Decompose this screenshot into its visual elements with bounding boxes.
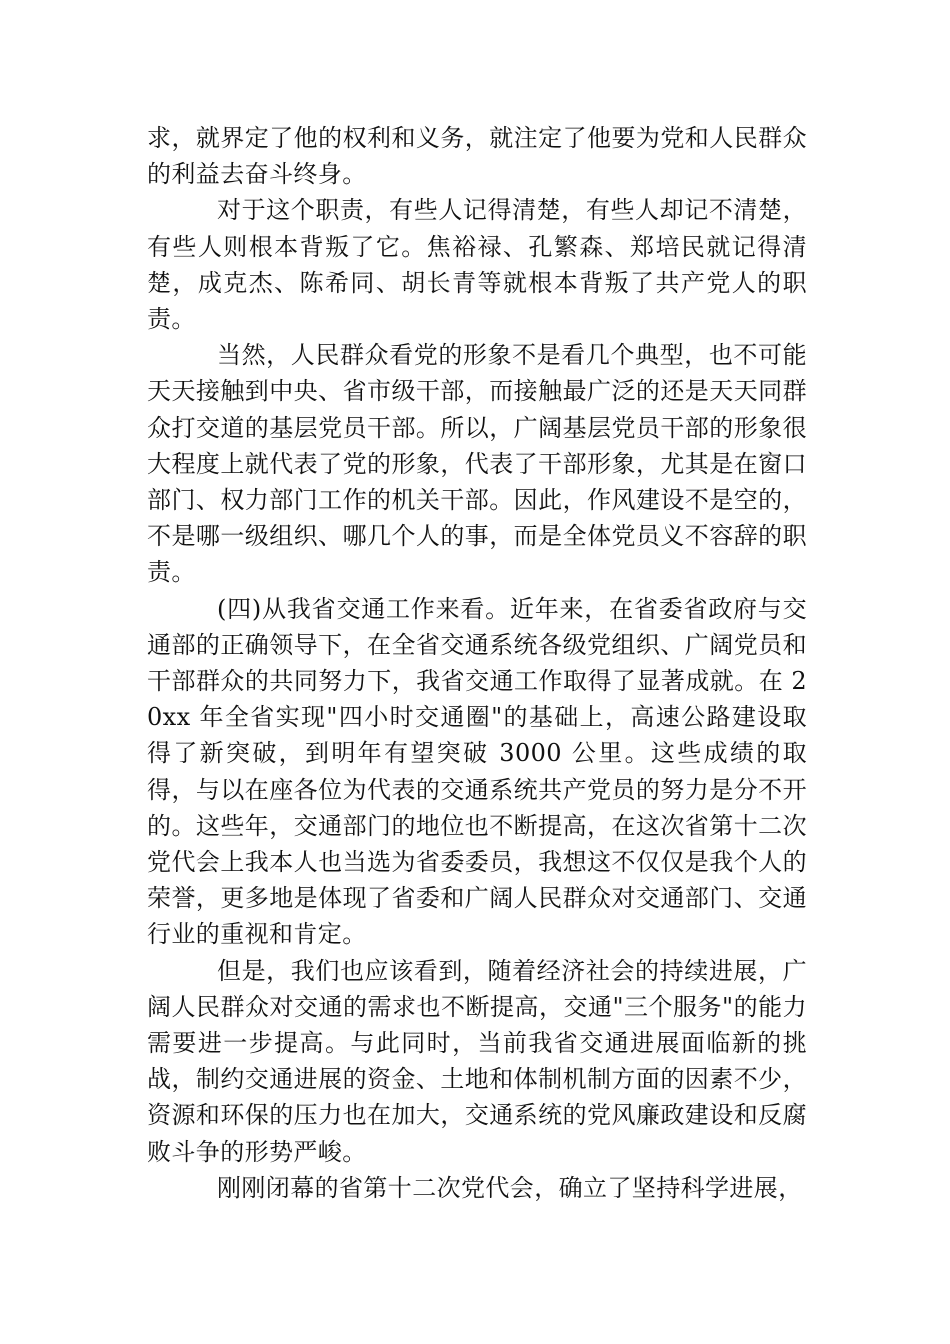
paragraph-responsibility: 对于这个职责，有些人记得清楚，有些人却记不清楚，有些人则根本背叛了它。焦裕禄、孔繁森、郑培民就记得清楚，成克杰、陈希同、胡长青等就根本背叛了共产党人的职责。 bbox=[147, 196, 807, 334]
paragraph-party-image: 当然，人民群众看党的形象不是看几个典型，也不可能天天接触到中央、省市级干部，而接触最广泛的还是天天同群众打交道的基层党员干部。所以，广阔基层党员干部的形象很大程度上就代表了党的形象，代表了干部形象，尤其是在窗口部门、权力部门工作的机关干部。因此，作风建设不是空的，不是哪一级组织、哪几个人的事，而是全体党员义不容辞的职责。 bbox=[147, 341, 807, 587]
paragraph-party-congress: 刚刚闭幕的省第十二次党代会，确立了坚持科学进展， bbox=[217, 1173, 803, 1202]
paragraph-challenges: 但是，我们也应该看到，随着经济社会的持续进展，广阔人民群众对交通的需求也不断提高，交通"三个服务"的能力需要进一步提高。与此同时，当前我省交通进展面临新的挑战，制约交通进展的资金、土地和体制机制方面的因素不少，资源和环保的压力也在加大，交通系统的党风廉政建设和反腐败斗争的形势严峻。 bbox=[147, 956, 807, 1166]
paragraph-provincial-transport: (四)从我省交通工作来看。近年来，在省委省政府与交通部的正确领导下，在全省交通系统各级党组织、广阔党员和干部群众的共同努力下，我省交通工作取得了显著成就。在 20xx 年全省实现"四小时交通圈"的基础上，高速公路建设取得了新突破，到明年有望突破 3000 公里。这些成绩的取得，与以在座各位为代表的交通系统共产党员的努力是分不开的。这些年，交通部门的地位也不断提高，在这次省第十二次党代会上我本人也当选为省委委员，我想这不仅仅是我个人的荣誉，更多地是体现了省委和广阔人民群众对交通部门、交通行业的重视和肯定。 bbox=[147, 594, 807, 949]
document-body bbox=[147, 120, 807, 1206]
paragraph-continuation: 求，就界定了他的权利和义务，就注定了他要为党和人民群众的利益去奋斗终身。 bbox=[147, 124, 807, 189]
